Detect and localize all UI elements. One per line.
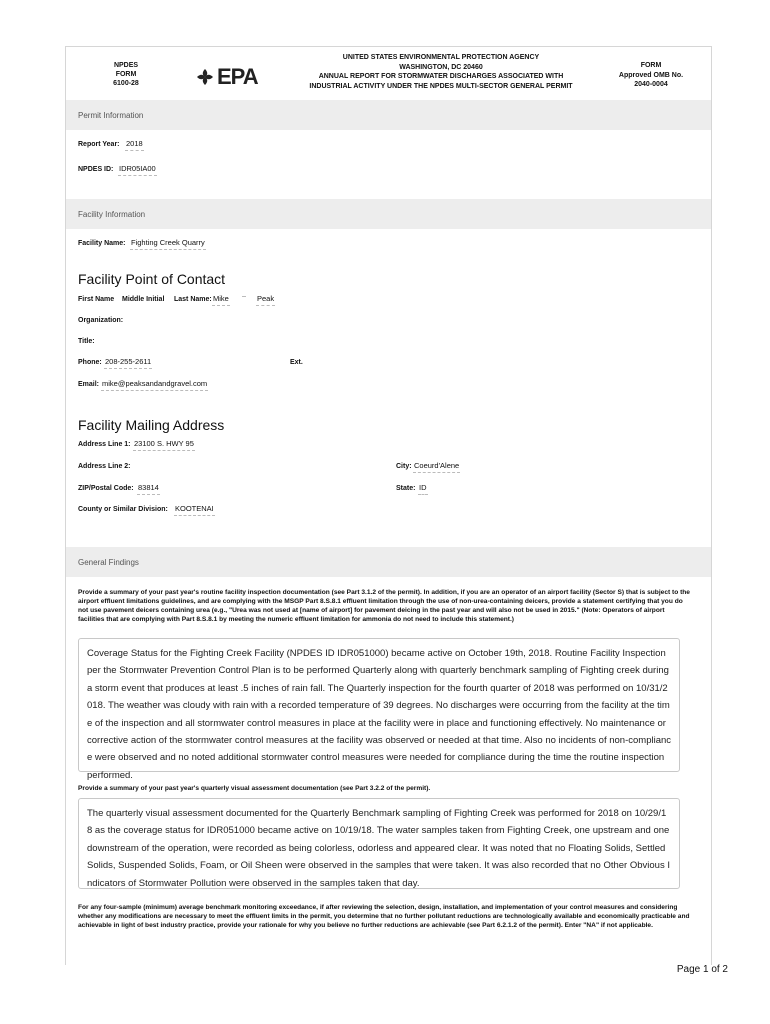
benchmark-exceedance-question: For any four-sample (minimum) average benchmark monitoring exceedance, if after reviewing the selection, design, installation, and implementation of your control measures and considering whether any modifications are necessary to meet the effluent limits in the permit, you determine that no further pollutant reductions are technologically available and economically practicable and achievable in light of best industry practice, provide your rationale for why you believe no further reductions are achievable (see Part 6.2.1.2 of the permit). Enter "NA" if not applicable.	[78, 904, 690, 929]
ext-label: Ext.	[290, 359, 303, 366]
permit-section-bar	[66, 100, 711, 130]
city-field[interactable]: Coeurd'Alene	[413, 461, 460, 473]
address-line1-field[interactable]: 23100 S. HWY 95	[133, 439, 195, 451]
middle-initial-field[interactable]	[242, 294, 246, 297]
omb-line: 2040-0004	[634, 81, 668, 88]
section-title: Facility Information	[78, 210, 146, 219]
last-name-field[interactable]: Peak	[256, 294, 275, 306]
agency-line: ANNUAL REPORT FOR STORMWATER DISCHARGES ASSOCIATED WITH	[318, 73, 564, 80]
zip-label: ZIP/Postal Code:	[78, 485, 134, 492]
epa-logo-text: EPA	[217, 64, 258, 89]
middle-initial-label: Middle Initial	[122, 296, 165, 303]
form-number	[86, 61, 166, 88]
facility-name-label: Facility Name:	[78, 240, 126, 247]
mailing-heading: Facility Mailing Address	[78, 417, 225, 433]
form-header	[66, 47, 711, 105]
report-year-field[interactable]: 2018	[125, 139, 144, 151]
facility-name-field[interactable]: Fighting Creek Quarry	[130, 238, 206, 250]
npdes-id-label: NPDES ID:	[78, 166, 114, 173]
form-left-line: 6100-28	[113, 80, 139, 87]
inspection-question: Provide a summary of your past year's routine facility inspection documentation (see Part 3.1.2 of the permit). In addition, if you are an operator of an airport facility (Sector S) that is subject to the airport effluent limitations guidelines, and are complying with the MSGP Part 8.S.8.1 effluent limitation through the use of non-urea-containing deicers, provide a statement certifying that you do not use pavement deicers containing urea (e.g., "Urea was not used at [name of airport] for pavement deicing in the past year and will also not be used in 2015." (Note: Operators of airport facilities that are complying with Part 8.S.8.1 by meeting the numeric effluent limitation for ammonia do not need to include this statement.)	[78, 589, 690, 623]
inspection-summary-textarea[interactable]: Coverage Status for the Fighting Creek Facility (NPDES ID IDR051000) became active on October 19th, 2018. Routine Facility Inspection per the Stormwater Prevention Control Plan is to be performed Quarterly along with quarterly benchmark sampling of Fighting creek during a storm event that produces at least .5 inches of rain fall. The Quarterly inspection for the fourth quarter of 2018 was performed on 10/31/2018. The weather was cloudy with rain with a recorded temperature of 39 degrees. No discharges were occurring from the facility at the time of the inspection and all stormwater control measures in place at the facility were in place and functioning effectively. No maintenance or corrective action of the stormwater control measures at the facility was observed or needed at that time. Also no incidents of non-compliance were observed and no noted additional stormwater control measures were needed for compliance during the time the routine inspection performed.	[78, 638, 680, 772]
email-field[interactable]: mike@peaksandandgravel.com	[101, 379, 208, 391]
form-left-line: NPDES	[113, 62, 139, 69]
agency-line: WASHINGTON, DC 20460	[399, 63, 483, 71]
visual-assessment-textarea[interactable]: The quarterly visual assessment documented for the Quarterly Benchmark sampling of Fighting Creek was performed for 2018 on 10/29/18 as the coverage status for IDR051000 became active on 10/19/18. The water samples taken from Fighting Creek, one upstream and one downstream of the operation, were recorded as being colorless, odorless and appeared clear. It was noted that no Floating Solids, Settled Solids, Suspended Solids, Foam, or Oil Sheen were observed in the samples that were taken. It was also recorded that no Other Obvious Indicators of Stormwater Pollution were observed in the samples taken that day.	[78, 798, 680, 889]
form-left-line: FORM	[115, 71, 137, 78]
first-name-field[interactable]: Mike	[212, 294, 230, 306]
organization-label: Organization:	[78, 317, 124, 324]
phone-field[interactable]: 208-255-2611	[104, 357, 152, 369]
email-label: Email:	[78, 381, 100, 388]
section-title: General Findings	[78, 558, 139, 567]
form-page	[65, 46, 712, 965]
city-label: City:	[396, 463, 412, 470]
visual-assessment-question: Provide a summary of your past year's quarterly visual assessment documentation (see Part 3.2.2 of the permit).	[78, 785, 431, 792]
epa-logo	[196, 64, 258, 90]
title-label: Title:	[78, 338, 95, 345]
facility-section-bar	[66, 199, 711, 229]
agency-line: INDUSTRIAL ACTIVITY UNDER THE NPDES MULTI-SECTOR GENERAL PERMIT	[309, 82, 573, 90]
state-label: State:	[396, 485, 416, 492]
page-number: Page 1 of 2	[676, 964, 728, 975]
first-name-label: First Name	[78, 296, 115, 303]
npdes-id-field[interactable]: IDR05IA00	[118, 164, 157, 176]
report-year-label: Report Year:	[78, 141, 120, 148]
state-field[interactable]: ID	[418, 483, 428, 495]
address-line1-label: Address Line 1:	[78, 441, 131, 448]
findings-section-bar	[66, 547, 711, 577]
omb-approval	[606, 61, 696, 90]
agency-title	[286, 53, 596, 91]
county-field[interactable]: KOOTENAI	[174, 504, 215, 516]
last-name-label: Last Name:	[174, 296, 212, 303]
epa-flower-icon	[196, 68, 214, 86]
address-line2-label: Address Line 2:	[78, 463, 131, 470]
zip-field[interactable]: 83814	[137, 483, 160, 495]
section-title: Permit Information	[78, 111, 144, 120]
omb-line: FORM	[640, 62, 662, 69]
county-label: County or Similar Division:	[78, 506, 168, 513]
agency-line: UNITED STATES ENVIRONMENTAL PROTECTION AGENCY	[342, 54, 540, 61]
phone-label: Phone:	[78, 359, 102, 366]
contact-heading: Facility Point of Contact	[78, 271, 226, 287]
omb-line: Approved OMB No.	[618, 71, 684, 79]
